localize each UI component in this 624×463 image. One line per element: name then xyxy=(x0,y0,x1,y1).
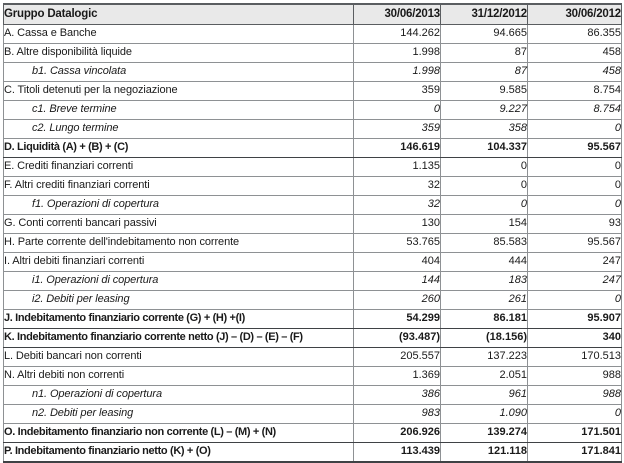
row-label: A. Cassa e Banche xyxy=(4,25,354,44)
table-row xyxy=(4,348,622,367)
row-value-col-2: 444 xyxy=(441,253,528,272)
row-value-col-1: 359 xyxy=(354,120,441,139)
table-row xyxy=(4,158,622,177)
row-value-col-3: 95.907 xyxy=(528,310,622,329)
row-value-col-3: 86.355 xyxy=(528,25,622,44)
net-financial-position-table xyxy=(3,3,622,463)
row-value-col-3: 458 xyxy=(528,44,622,63)
table-row xyxy=(4,44,622,63)
row-value-col-1: 32 xyxy=(354,196,441,215)
row-label: G. Conti correnti bancari passivi xyxy=(4,215,354,234)
row-value-col-1: 1.998 xyxy=(354,44,441,63)
row-value-col-2: 87 xyxy=(441,44,528,63)
table-row xyxy=(4,177,622,196)
row-value-col-3: 95.567 xyxy=(528,234,622,253)
row-value-col-1: 53.765 xyxy=(354,234,441,253)
row-label: N. Altri debiti non correnti xyxy=(4,367,354,386)
row-value-col-2: 261 xyxy=(441,291,528,310)
row-label: b1. Cassa vincolata xyxy=(4,63,354,82)
table-row xyxy=(4,120,622,139)
row-value-col-3: 0 xyxy=(528,291,622,310)
row-value-col-3: 988 xyxy=(528,386,622,405)
table-row xyxy=(4,424,622,443)
table-row xyxy=(4,234,622,253)
row-value-col-2: 183 xyxy=(441,272,528,291)
row-value-col-3: 8.754 xyxy=(528,82,622,101)
row-value-col-2: 154 xyxy=(441,215,528,234)
row-value-col-1: 983 xyxy=(354,405,441,424)
row-value-col-2: 86.181 xyxy=(441,310,528,329)
row-value-col-1: 359 xyxy=(354,82,441,101)
table-row xyxy=(4,82,622,101)
row-label: O. Indebitamento finanziario non corrente (L) – (M) + (N) xyxy=(4,424,354,443)
column-header-period-3: 30/06/2012 xyxy=(528,4,622,25)
row-label: L. Debiti bancari non correnti xyxy=(4,348,354,367)
row-value-col-2: 9.585 xyxy=(441,82,528,101)
row-value-col-2: (18.156) xyxy=(441,329,528,348)
row-value-col-3: 458 xyxy=(528,63,622,82)
row-value-col-3: 247 xyxy=(528,253,622,272)
row-value-col-2: 94.665 xyxy=(441,25,528,44)
row-value-col-3: 0 xyxy=(528,120,622,139)
header-row xyxy=(4,4,622,25)
table-row xyxy=(4,253,622,272)
row-value-col-3: 95.567 xyxy=(528,139,622,158)
row-label: B. Altre disponibilità liquide xyxy=(4,44,354,63)
row-label: F. Altri crediti finanziari correnti xyxy=(4,177,354,196)
row-value-col-1: 205.557 xyxy=(354,348,441,367)
row-label: i1. Operazioni di copertura xyxy=(4,272,354,291)
row-value-col-1: 144 xyxy=(354,272,441,291)
row-value-col-3: 8.754 xyxy=(528,101,622,120)
row-value-col-1: 386 xyxy=(354,386,441,405)
row-value-col-2: 961 xyxy=(441,386,528,405)
column-header-period-2: 31/12/2012 xyxy=(441,4,528,25)
row-value-col-1: 1.135 xyxy=(354,158,441,177)
row-value-col-2: 104.337 xyxy=(441,139,528,158)
row-value-col-1: 113.439 xyxy=(354,443,441,463)
table-row xyxy=(4,291,622,310)
row-value-col-2: 85.583 xyxy=(441,234,528,253)
table-row xyxy=(4,443,622,463)
row-value-col-2: 0 xyxy=(441,196,528,215)
row-value-col-2: 87 xyxy=(441,63,528,82)
row-value-col-2: 9.227 xyxy=(441,101,528,120)
row-value-col-2: 139.274 xyxy=(441,424,528,443)
row-value-col-1: 1.998 xyxy=(354,63,441,82)
row-value-col-3: 0 xyxy=(528,196,622,215)
row-label: c2. Lungo termine xyxy=(4,120,354,139)
table-row xyxy=(4,196,622,215)
row-value-col-2: 358 xyxy=(441,120,528,139)
row-value-col-1: 146.619 xyxy=(354,139,441,158)
table-row xyxy=(4,310,622,329)
table-row xyxy=(4,272,622,291)
row-value-col-1: 32 xyxy=(354,177,441,196)
row-value-col-3: 340 xyxy=(528,329,622,348)
row-label: P. Indebitamento finanziario netto (K) + (O) xyxy=(4,443,354,463)
table-body xyxy=(4,25,622,463)
row-value-col-3: 0 xyxy=(528,158,622,177)
row-value-col-1: 54.299 xyxy=(354,310,441,329)
row-label: K. Indebitamento finanziario corrente netto (J) – (D) – (E) – (F) xyxy=(4,329,354,348)
row-label: D. Liquidità (A) + (B) + (C) xyxy=(4,139,354,158)
table-row xyxy=(4,101,622,120)
row-value-col-2: 0 xyxy=(441,177,528,196)
table-row xyxy=(4,386,622,405)
row-value-col-1: (93.487) xyxy=(354,329,441,348)
column-header-period-1: 30/06/2013 xyxy=(354,4,441,25)
table-row xyxy=(4,329,622,348)
row-label: J. Indebitamento finanziario corrente (G) + (H) +(I) xyxy=(4,310,354,329)
row-label: c1. Breve termine xyxy=(4,101,354,120)
row-label: E. Crediti finanziari correnti xyxy=(4,158,354,177)
row-value-col-3: 0 xyxy=(528,177,622,196)
row-value-col-2: 137.223 xyxy=(441,348,528,367)
row-value-col-2: 1.090 xyxy=(441,405,528,424)
row-label: i2. Debiti per leasing xyxy=(4,291,354,310)
row-label: n1. Operazioni di copertura xyxy=(4,386,354,405)
row-value-col-1: 130 xyxy=(354,215,441,234)
table-header xyxy=(4,4,622,25)
row-value-col-3: 0 xyxy=(528,405,622,424)
row-value-col-3: 988 xyxy=(528,367,622,386)
column-header-label: Gruppo Datalogic xyxy=(4,4,354,25)
row-label: n2. Debiti per leasing xyxy=(4,405,354,424)
row-value-col-1: 1.369 xyxy=(354,367,441,386)
table-row xyxy=(4,25,622,44)
row-value-col-1: 144.262 xyxy=(354,25,441,44)
row-value-col-1: 260 xyxy=(354,291,441,310)
row-label: C. Titoli detenuti per la negoziazione xyxy=(4,82,354,101)
table-row xyxy=(4,405,622,424)
row-label: f1. Operazioni di copertura xyxy=(4,196,354,215)
row-value-col-2: 121.118 xyxy=(441,443,528,463)
row-value-col-3: 170.513 xyxy=(528,348,622,367)
row-value-col-3: 171.501 xyxy=(528,424,622,443)
row-label: I. Altri debiti finanziari correnti xyxy=(4,253,354,272)
table-row xyxy=(4,139,622,158)
row-value-col-3: 93 xyxy=(528,215,622,234)
row-label: H. Parte corrente dell'indebitamento non corrente xyxy=(4,234,354,253)
row-value-col-1: 0 xyxy=(354,101,441,120)
table-row xyxy=(4,215,622,234)
row-value-col-3: 247 xyxy=(528,272,622,291)
row-value-col-1: 404 xyxy=(354,253,441,272)
table-row xyxy=(4,63,622,82)
row-value-col-2: 0 xyxy=(441,158,528,177)
row-value-col-3: 171.841 xyxy=(528,443,622,463)
row-value-col-1: 206.926 xyxy=(354,424,441,443)
row-value-col-2: 2.051 xyxy=(441,367,528,386)
table-row xyxy=(4,367,622,386)
